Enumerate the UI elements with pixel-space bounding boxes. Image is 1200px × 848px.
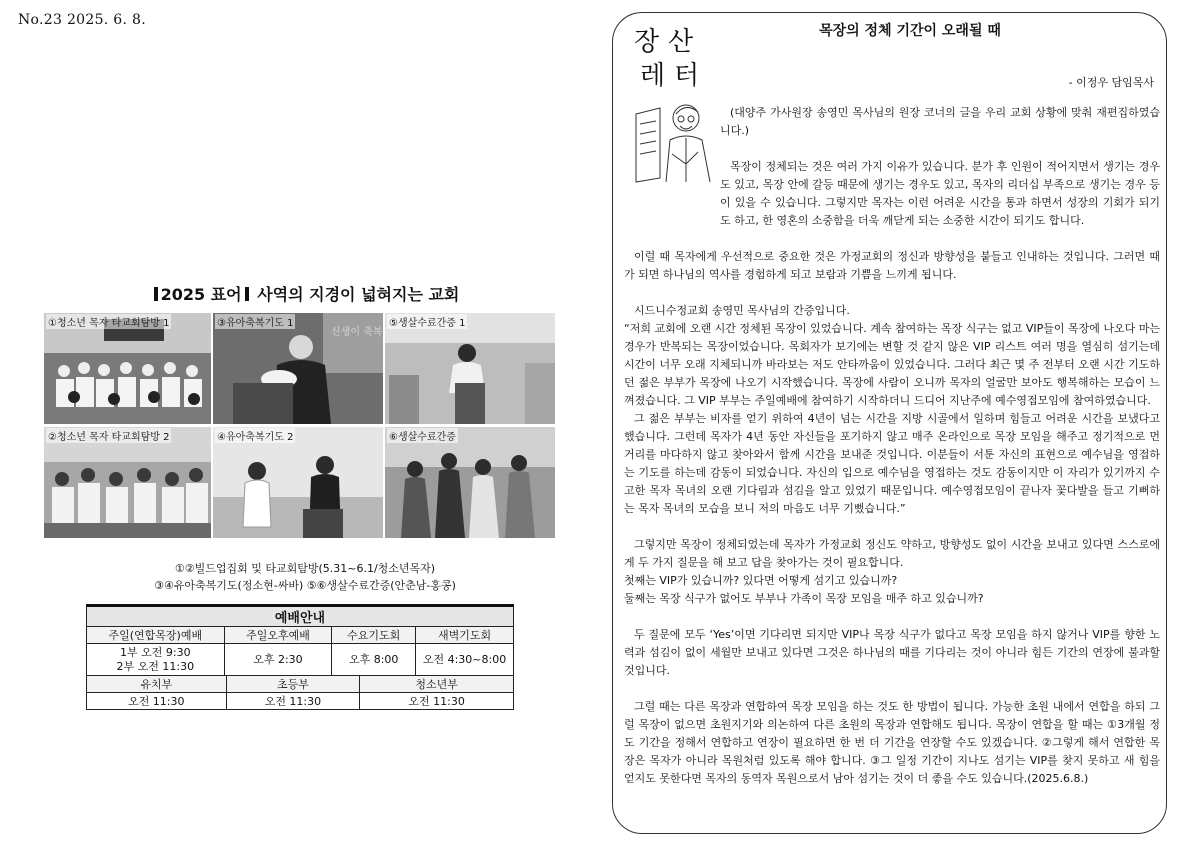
photo-caption: ⑥생살수료간증: [387, 428, 458, 443]
photo-captions: [0, 560, 610, 594]
worship-header-sunday: 주일(연합목장)예배: [87, 627, 225, 644]
photo-banner-text: 신생이 축복: [331, 327, 383, 338]
article-body: [624, 104, 1160, 788]
worship-header-wednesday: 수요기도회: [332, 627, 416, 644]
photo-image: [385, 427, 555, 538]
testimony-quote: “저희 교회에 오랜 시간 정체된 목장이 있었습니다. 계속 참여하는 목장 식구는 없고 VIP들이 목장에 나오다 마는 경우가 반복되는 목장이었습니다. 목회자가 보기에는 변할 것 같지 않은 VIP 리스트 여러 명을 열심히 섬기는데 시간이 너무 오래 지체되니까 바라보는 저도 안타까움이 있었습니다. 그러다 최근 몇 주 전부터 오랜 시간 기도하던 젊은 부부가 목장에 나오기 시작했습니다. 목장에 사람이 오니까 목자의 얼굴만 보아도 행복해하는 모습이 느껴졌습니다. 그 VIP 부부는 주일예배에 참여하기 시작하더니 드디어 지난주에 예수영접모임에 참여하였습니다.: [624, 322, 1160, 407]
worship-schedule-table: [86, 604, 514, 710]
worship-value-dawn: 오전 4:30~8:00: [416, 644, 514, 676]
photo-image: [213, 427, 383, 538]
worship-value-afternoon: 오후 2:30: [224, 644, 332, 676]
paragraph-gap: [624, 140, 1160, 158]
motto-year: 2025 표어: [160, 285, 242, 304]
photo-infant-blessing-1: [213, 313, 383, 424]
dept-header-kindergarten: 유치부: [87, 676, 227, 693]
dept-value-youth: 오전 11:30: [360, 693, 514, 710]
dept-value-kindergarten: 오전 11:30: [87, 693, 227, 710]
paragraph-gap: [624, 284, 1160, 302]
photo-caption: ④유아축복기도 2: [215, 428, 295, 443]
dept-header-youth: 청소년부: [360, 676, 514, 693]
paragraph-gap: [624, 680, 1160, 698]
photo-image: [385, 313, 555, 424]
photo-image: [44, 313, 211, 424]
paragraph-gap: [624, 608, 1160, 626]
church-motto: [0, 282, 610, 305]
photo-caption: ②청소년 목자 타교회탐방 2: [46, 428, 171, 443]
photo-testimony-2: [385, 427, 555, 538]
photo-grid: [44, 313, 556, 539]
photo-infant-blessing-2: [213, 427, 383, 538]
article-paragraph: 그렇지만 목장이 정체되었는데 목자가 가정교회 정신도 약하고, 방향성도 없이 시간을 보내고 있다면 스스로에게 두 가지 질문을 해 보고 답을 찾아가는 것이 필요합니다.: [624, 538, 1160, 569]
dept-header-elementary: 초등부: [226, 676, 360, 693]
photo-image: [44, 427, 211, 538]
worship-title: 예배안내: [87, 606, 514, 627]
question-2: 둘째는 목장 식구가 없어도 부부나 가족이 목장 모임을 매주 하고 있습니까?: [624, 592, 984, 605]
article-paragraph: 두 질문에 모두 ‘Yes’이면 기다리면 되지만 VIP나 목장 식구가 없다고 목장 모임을 하지 않거나 VIP를 향한 노력과 섬김이 없이 세월만 보내고 있다면 그것은 하나님의 때를 기다리는 것이 아니라 힘든 기간의 연장에 불과할 것입니다.: [624, 628, 1160, 677]
paragraph-gap: [624, 230, 1160, 248]
article-paragraph: 그 젊은 부부는 비자를 얻기 위하여 4년이 넘는 시간을 지방 시골에서 일하며 힘들고 어려운 시간을 보냈다고 했습니다. 그런데 목자가 4년 동안 자신들을 포기하지 않고 매주 온라인으로 목장 모임을 해주고 정기적으로 먼 거리를 마다하지 않고 찾아와서 함께 시간을 보내준 것입니다. 이분들이 서툰 자신의 표현으로 예수님을 영접하는 기도를 하는데 감동이 되었습니다. 자신의 입으로 예수님을 영접하는 것도 감동이지만 이 자리가 있기까지 수고한 목자 목녀의 오랜 기다림과 섬김을 알고 있었기 때문입니다. 예수영접모임이 끝나자 꽃다발을 들고 기뻐하는 목자 목녀의 모습을 보니 저의 마음도 너무 기뻤습니다.”: [624, 412, 1160, 515]
motto-bar-right: [245, 287, 249, 301]
motto-text: 사역의 지경이 넓혀지는 교회: [257, 285, 460, 304]
sunday-service-2: 2부 오전 11:30: [116, 659, 195, 673]
article-paragraph: 그럴 때는 다른 목장과 연합하여 목장 모임을 하는 것도 한 방법이 됩니다. 가능한 초원 내에서 연합을 하되 그럴 목장이 없으면 초원지기와 의논하여 다른 초원의 목장과 연합해도 됩니다. 목장이 연합을 할 때는 ①3개월 정도 기간을 정해서 연합하고 연장이 필요하면 한 번 더 기간을 연장할 수도 있겠습니다. ②그렇게 해서 연합한 목장은 목자가 아니라 목원처럼 있도록 해야 합니다. ③그 일정 기간이 지나도 섬기는 VIP를 찾지 못하고 새 힘을 얻지도 못한다면 목자의 동역자 목원으로서 남아 섬기는 것이 더 좋을 수도 있습니다.(2025.6.8.): [624, 700, 1160, 785]
photo-image: [213, 313, 383, 424]
question-1: 첫째는 VIP가 있습니까? 있다면 어떻게 섬기고 있습니까?: [624, 574, 898, 587]
issue-number-date: No.23 2025. 6. 8.: [18, 12, 146, 28]
logo-char-1: 장: [634, 27, 660, 57]
photo-testimony-1: [385, 313, 555, 424]
worship-value-wednesday: 오후 8:00: [332, 644, 416, 676]
logo-char-2: 산: [668, 27, 694, 57]
worship-header-dawn: 새벽기도회: [416, 627, 514, 644]
logo-char-3: 레: [640, 61, 666, 91]
motto-bar-left: [154, 287, 158, 301]
photo-caption: ③유아축복기도 1: [215, 314, 295, 329]
photo-youth-visit-2: [44, 427, 211, 538]
photo-caption: ⑤생살수료간증 1: [387, 314, 467, 329]
article-paragraph: 시드니수정교회 송영민 목사님의 간증입니다.: [634, 304, 850, 317]
article-title: 목장의 정체 기간이 오래될 때: [819, 23, 1001, 39]
article-paragraph: 목장이 정체되는 것은 여러 가지 이유가 있습니다. 분가 후 인원이 적어지면서 생기는 경우도 있고, 목장 안에 갈등 때문에 생기는 경우도 있고, 목자의 리더십 부족으로 생기는 경우 등이 있을 수 있습니다. 그렇지만 목자는 이런 어려운 시간을 통과 하면서 성장의 기회가 되기도 하고, 한 영혼의 소중함을 더욱 깨닫게 되는 소중한 시간이 되기도 합니다.: [720, 160, 1160, 227]
article-paragraph: (대양주 가사원장 송영민 목사님의 원장 코너의 글을 우리 교회 상황에 맞춰 재편집하였습니다.): [720, 106, 1160, 137]
sunday-service-1: 1부 오전 9:30: [120, 645, 191, 659]
article-author: - 이정우 담임목사: [1068, 76, 1154, 89]
caption-line-2: ③④유아축복기도(정소현-싸바) ⑤⑥생살수료간증(안춘남-홍콩): [154, 579, 456, 592]
logo-char-4: 터: [674, 61, 700, 91]
photo-caption: ①청소년 목자 타교회탐방 1: [46, 314, 171, 329]
dept-value-elementary: 오전 11:30: [226, 693, 360, 710]
article-paragraph: 이럴 때 목자에게 우선적으로 중요한 것은 가정교회의 정신과 방향성을 붙들고 인내하는 것입니다. 그러면 때가 되면 하나님의 역사를 경험하게 되고 보람과 기쁨을 느끼게 됩니다.: [624, 250, 1160, 281]
jangsan-letter-logo: [630, 26, 710, 94]
worship-value-sunday: [87, 644, 225, 676]
photo-youth-visit-1: [44, 313, 211, 424]
caption-line-1: ①②빌드업집회 및 타교회탐방(5.31~6.1/청소년목자): [174, 562, 436, 575]
paragraph-gap: [624, 518, 1160, 536]
worship-header-afternoon: 주일오후예배: [224, 627, 332, 644]
